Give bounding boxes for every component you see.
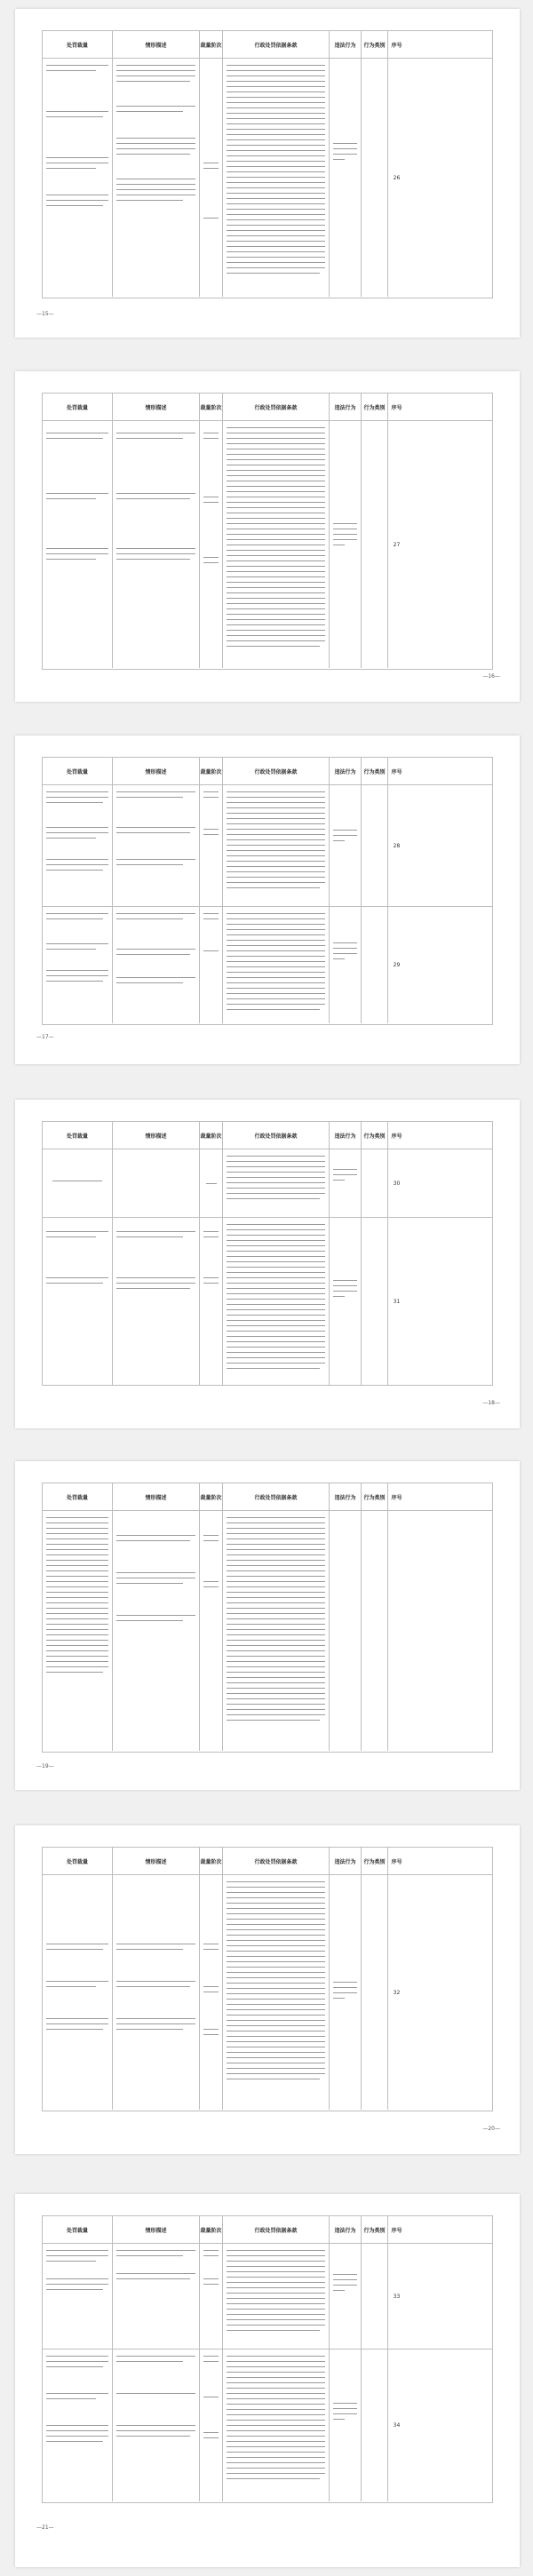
violation-cell [329, 1511, 361, 1751]
header-violation: 违法行为 [329, 1483, 361, 1510]
table-header [43, 1122, 492, 1149]
penalty-cell [43, 907, 112, 1023]
table-row [43, 1511, 492, 1751]
penalty-table [42, 393, 493, 670]
header-level: 裁量阶次 [199, 1848, 222, 1874]
document-page-1 [15, 9, 520, 338]
header-penalty: 处罚裁量 [66, 42, 88, 49]
level-cell [199, 785, 222, 906]
violation-cell [329, 1149, 361, 1217]
document-page-7 [15, 2194, 520, 2567]
document-page-3 [15, 735, 520, 1064]
level-cell [199, 907, 222, 1023]
header-penalty: 处罚裁量 [66, 1133, 88, 1140]
document-page-6 [15, 1825, 520, 2154]
header-index: 序号 [387, 1122, 405, 1149]
header-basis: 行政处罚依据条款 [222, 1122, 329, 1149]
row-index [387, 1511, 405, 1751]
category-cell [361, 2244, 387, 2349]
header-basis: 行政处罚依据条款 [222, 758, 329, 784]
penalty-cell [43, 1511, 112, 1751]
header-basis: 行政处罚依据条款 [222, 1483, 329, 1510]
header-level: 裁量阶次 [199, 394, 222, 420]
header-category: 行为类别 [361, 758, 387, 784]
violation-cell [329, 2349, 361, 2501]
header-category: 行为类别 [361, 31, 387, 58]
violation-cell [329, 421, 361, 668]
header-index: 序号 [387, 1483, 405, 1510]
category-cell [361, 59, 387, 297]
level-cell [199, 1149, 222, 1217]
page-number: —16— [482, 673, 500, 680]
basis-cell [222, 1511, 329, 1751]
header-category: 行为类别 [361, 2216, 387, 2243]
header-penalty: 处罚裁量 [66, 1858, 88, 1865]
header-index: 序号 [387, 758, 405, 784]
penalty-table [42, 1121, 493, 1386]
basis-cell [222, 2349, 329, 2501]
level-cell [199, 2349, 222, 2501]
description-cell [112, 785, 199, 906]
header-penalty: 处罚裁量 [66, 2227, 88, 2234]
row-index: 28 [387, 785, 405, 906]
header-category: 行为类别 [361, 1848, 387, 1874]
header-level: 裁量阶次 [199, 31, 222, 58]
level-cell [199, 1511, 222, 1751]
document-page-4 [15, 1100, 520, 1428]
penalty-table [42, 1847, 493, 2111]
description-cell [112, 1875, 199, 2110]
table-header [43, 1848, 492, 1875]
penalty-table [42, 2215, 493, 2503]
penalty-cell [43, 421, 112, 668]
header-index: 序号 [387, 1848, 405, 1874]
page-number: —19— [36, 1763, 54, 1769]
header-level: 裁量阶次 [199, 758, 222, 784]
table-header [43, 1483, 492, 1511]
category-cell [361, 907, 387, 1023]
row-index: 31 [387, 1218, 405, 1385]
basis-cell [222, 785, 329, 906]
description-cell [112, 1511, 199, 1751]
header-violation: 违法行为 [329, 31, 361, 58]
header-index: 序号 [387, 31, 405, 58]
header-penalty: 处罚裁量 [66, 768, 88, 775]
document-page-5 [15, 1461, 520, 1790]
document-page-2 [15, 371, 520, 702]
basis-cell [222, 59, 329, 297]
penalty-cell [43, 1875, 112, 2110]
table-row [43, 1218, 492, 1385]
basis-cell [222, 1149, 329, 1217]
description-cell [112, 421, 199, 668]
category-cell [361, 421, 387, 668]
header-index: 序号 [387, 2216, 405, 2243]
penalty-cell [43, 785, 112, 906]
basis-cell [222, 2244, 329, 2349]
header-description: 情形描述 [112, 394, 199, 420]
basis-cell [222, 1218, 329, 1385]
header-description: 情形描述 [112, 758, 199, 784]
table-row [43, 2244, 492, 2349]
violation-cell [329, 59, 361, 297]
table-row [43, 59, 492, 297]
violation-cell [329, 1218, 361, 1385]
description-cell [112, 2349, 199, 2501]
level-cell [199, 1218, 222, 1385]
header-category: 行为类别 [361, 1122, 387, 1149]
penalty-table [42, 30, 493, 298]
table-header [43, 758, 492, 785]
level-cell [199, 2244, 222, 2349]
header-violation: 违法行为 [329, 758, 361, 784]
description-cell [112, 1149, 199, 1217]
header-category: 行为类别 [361, 1483, 387, 1510]
header-penalty: 处罚裁量 [66, 404, 88, 411]
header-description: 情形描述 [112, 2216, 199, 2243]
table-row [43, 907, 492, 1023]
description-cell [112, 1218, 199, 1385]
header-violation: 违法行为 [329, 394, 361, 420]
category-cell [361, 1149, 387, 1217]
page-number: —21— [36, 2524, 54, 2531]
table-row [43, 785, 492, 907]
category-cell [361, 1218, 387, 1385]
table-row [43, 2349, 492, 2501]
header-description: 情形描述 [112, 1848, 199, 1874]
penalty-table [42, 757, 493, 1025]
header-penalty: 处罚裁量 [66, 1494, 88, 1501]
table-row [43, 421, 492, 668]
header-violation: 违法行为 [329, 2216, 361, 2243]
table-row [43, 1149, 492, 1218]
violation-cell [329, 2244, 361, 2349]
header-violation: 违法行为 [329, 1122, 361, 1149]
level-cell [199, 1875, 222, 2110]
penalty-cell [43, 2244, 112, 2349]
page-number: —18— [482, 1400, 500, 1406]
penalty-cell [43, 59, 112, 297]
header-index: 序号 [387, 394, 405, 420]
violation-cell [329, 1875, 361, 2110]
header-basis: 行政处罚依据条款 [222, 31, 329, 58]
header-description: 情形描述 [112, 1122, 199, 1149]
level-cell [199, 421, 222, 668]
violation-cell [329, 785, 361, 906]
header-level: 裁量阶次 [199, 2216, 222, 2243]
header-description: 情形描述 [112, 31, 199, 58]
header-category: 行为类别 [361, 394, 387, 420]
page-number: —15— [36, 311, 54, 317]
page-number: —20— [482, 2126, 500, 2132]
table-header [43, 2216, 492, 2244]
header-violation: 违法行为 [329, 1848, 361, 1874]
row-index: 26 [387, 59, 405, 297]
header-basis: 行政处罚依据条款 [222, 394, 329, 420]
description-cell [112, 2244, 199, 2349]
header-level: 裁量阶次 [199, 1122, 222, 1149]
table-header [43, 394, 492, 421]
header-basis: 行政处罚依据条款 [222, 2216, 329, 2243]
level-cell [199, 59, 222, 297]
penalty-cell [43, 2349, 112, 2501]
row-index: 27 [387, 421, 405, 668]
category-cell [361, 2349, 387, 2501]
header-description: 情形描述 [112, 1483, 199, 1510]
category-cell [361, 1875, 387, 2110]
row-index: 33 [387, 2244, 405, 2349]
basis-cell [222, 1875, 329, 2110]
description-cell [112, 907, 199, 1023]
basis-cell [222, 421, 329, 668]
table-header [43, 31, 492, 59]
violation-cell [329, 907, 361, 1023]
category-cell [361, 1511, 387, 1751]
header-basis: 行政处罚依据条款 [222, 1848, 329, 1874]
penalty-table [42, 1483, 493, 1753]
description-cell [112, 59, 199, 297]
penalty-cell [43, 1218, 112, 1385]
row-index: 30 [387, 1149, 405, 1217]
row-index: 32 [387, 1875, 405, 2110]
page-number: —17— [36, 1034, 54, 1040]
row-index: 34 [387, 2349, 405, 2501]
header-level: 裁量阶次 [199, 1483, 222, 1510]
row-index: 29 [387, 907, 405, 1023]
category-cell [361, 785, 387, 906]
basis-cell [222, 907, 329, 1023]
penalty-cell [43, 1149, 112, 1217]
table-row [43, 1875, 492, 2110]
